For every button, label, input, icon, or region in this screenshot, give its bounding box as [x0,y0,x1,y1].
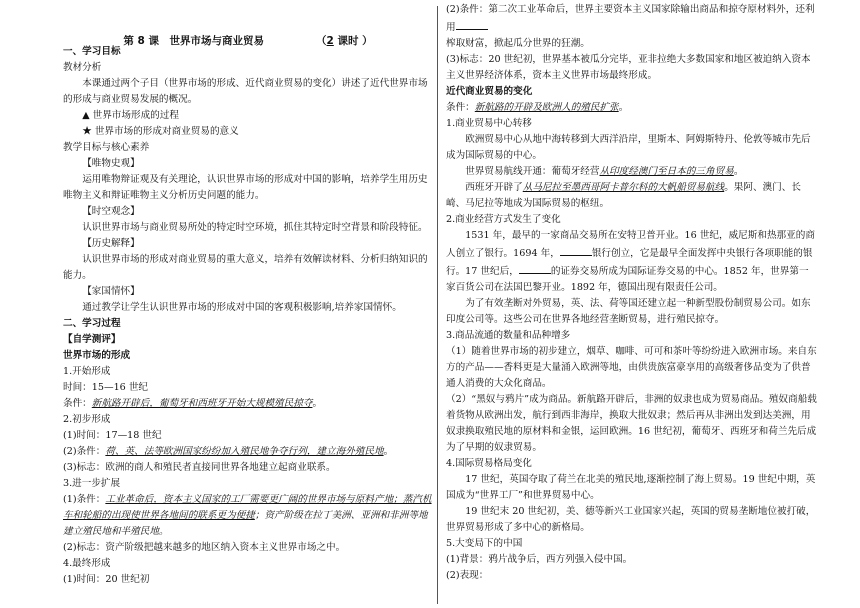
column-divider [437,6,438,604]
item-text: (2)表现： [446,570,489,581]
goal-label: 【历史解释】 [82,238,140,249]
left-column [63,44,433,588]
answer-underlined: 荷、英、法等欧洲国家纷纷加入殖民地争夺行列，建立海外殖民地 [105,446,384,457]
paragraph: 17 世纪，英国夺取了荷兰在北美的殖民地,逐渐控制了海上贸易。19 世纪中期，英国成为“世界工厂”和世界贸易中心。 [446,474,816,501]
item-text: 条件：新航路的开辟及欧洲人的殖民扩张。 [446,102,629,113]
hours-value: 2 [326,35,334,47]
goal-label: 【家国情怀】 [82,286,140,297]
subheading: 教材分析 [63,62,102,73]
section-heading: 二、学习过程 [63,318,121,329]
item-heading: 2.商业经营方式发生了变化 [446,214,561,225]
paragraph: 认识世界市场与商业贸易所处的特定时空环境，抓住其特定时空背景和阶段特征。 [82,222,428,233]
subheading: 【自学测评】 [63,334,121,345]
paragraph: 19 世纪末 20 世纪初，美、德等新兴工业国家兴起，英国的贸易垄断地位被打破，世界贸易形成了多中心的新格局。 [446,506,816,533]
item-text: 世界贸易航线开通：葡萄牙经营从印度经澳门至日本的三角贸易。 [465,166,744,177]
answer-underlined: 新航路的开辟及欧洲人的殖民扩张 [474,102,619,113]
topic-heading: 世界市场的形成 [63,350,131,361]
item-heading: 4.最终形成 [63,558,111,569]
answer-underlined: 从马尼拉至墨西哥阿卡普尔科的大帆船贸易航线 [522,182,725,193]
paragraph: 运用唯物辩证观及有关理论，认识世界市场的形成对中国的影响，培养学生用历史唯物主义和辩证唯物主义分析历史问题的能力。 [63,174,428,201]
item-heading: 1.开始形成 [63,366,111,377]
item-text: (2)标志：资产阶级把越来越多的地区纳入资本主义世界市场之中。 [63,542,346,553]
goal-label: 【唯物史观】 [82,158,140,169]
paragraph: 欧洲贸易中心从地中海转移到大西洋沿岸，里斯本、阿姆斯特丹、伦敦等城市先后成为国际贸易的中心。 [446,134,811,161]
item-heading: 3.进一步扩展 [63,478,121,489]
paragraph: （2）“黑奴与鸦片”成为商品。新航路开辟后，非洲的奴隶也成为贸易商品。殖奴商船载着货物从欧洲出发，航行到西非海岸，换取大批奴隶；然后再从非洲出发到达美洲，用奴隶换取殖民地的原材料和金银，运回欧洲。16 世纪初，葡萄牙、西班牙和荷兰先后成为了早期的奴隶贸易。 [446,394,817,453]
right-column [446,2,818,584]
item-text: 时间：15—16 世纪 [63,382,149,393]
lesson-name: 第 8 课 世界市场与商业贸易 [123,35,264,47]
item-heading: 2.初步形成 [63,414,111,425]
item-text: (1)时间：20 世纪初 [63,574,150,585]
paragraph: （1）随着世界市场的初步建立，烟草、咖啡、可可和茶叶等纷纷进入欧洲市场。来自东方的产品——香料更是大量涌入欧洲等地，由供贵族富豪享用的高级奢侈品变为了供普通人消费的大众化商品。 [446,346,817,389]
item-text: 条件：新航路开辟后，葡萄牙和西班牙开始大规模殖民掠夺。 [63,398,323,409]
item-text: (2)条件：荷、英、法等欧洲国家纷纷加入殖民地争夺行列，建立海外殖民地。 [63,446,394,457]
section-heading: 一、学习目标 [63,46,121,57]
answer-underlined: 从印度经澳门至日本的三角贸易 [599,166,734,177]
item-text: (1)条件：工业革命后，资本主义国家的工厂需要更广阔的世界市场与原料产地；蒸汽机车和轮船的出现使世界各地间的联系更为便捷；资产阶级在拉丁美洲、亚洲和非洲等地建立殖民地和半殖民地。 [63,494,432,537]
paragraph: 西班牙开辟了从马尼拉至墨西哥阿卡普尔科的大帆船贸易航线。果阿、澳门、长崎、马尼拉等地成为国际贸易的枢纽。 [446,182,801,209]
paragraph: 通过教学让学生认识世界市场的形成对中国的客观积极影响,培养家国情怀。 [82,302,402,313]
item-heading: 3.商品流通的数量和品种增多 [446,330,571,341]
item-heading: 5.大变局下的中国 [446,538,523,549]
paragraph: 为了有效垄断对外贸易，英、法、荷等国还建立起一种新型股份制贸易公司。如东印度公司等。这些公司在世界各地经营垄断贸易，进行殖民掠夺。 [446,298,811,325]
subheading: 教学目标与核心素养 [63,142,150,153]
item-text: (3)标志：20 世纪初，世界基本被瓜分完毕，亚非拉绝大多数国家和地区被迫纳入资本主义世界经济体系，资本主义世界市场最终形成。 [446,54,811,81]
item-text: (1)时间：17—18 世纪 [63,430,162,441]
item-heading: 4.国际贸易格局变化 [446,458,532,469]
item-text: (2)条件：第二次工业革命后，世界主要资本主义国家除输出商品和掠夺原材料外，还利用 [446,4,815,33]
blank-line[interactable] [519,262,551,274]
blank-line[interactable] [456,18,488,30]
key-point: ▲ 世界市场形成的过程 [82,110,179,121]
paragraph: 本课通过两个子目（世界市场的形成、近代商业贸易的变化）讲述了近代世界市场的形成与商业贸易发展的概况。 [63,78,428,105]
paragraph: 认识世界市场的形成对商业贸易的重大意义，培养有效解读材料、分析归纳知识的能力。 [63,254,428,281]
item-text: 榨取财富，掀起瓜分世界的狂潮。 [446,38,590,49]
paragraph: 1531 年，最早的一家商品交易所在安特卫普开业。16 世纪，威尼斯和热那亚的商人创立了银行。1694 年， 银行创立，它是最早全面发挥中央银行各项职能的银行。17 世纪后， 的证券交易所成为国际证券交易的中心。1852 年，世界第一家百货公司在法国巴黎开业。1892 年，德国出现有限责任公司。 [446,230,815,293]
answer-underlined: 工业革命后，资本主义国家的工厂需要更广阔的世界市场与原料产地；蒸汽机车和轮船的出现使世界各地间的联系更为便捷 [63,494,432,521]
lesson-title: 第 8 课 世界市场与商业贸易 （2 课时 ） [123,35,373,47]
answer-underlined: 新航路开辟后，葡萄牙和西班牙开始大规模殖民掠夺 [91,398,313,409]
item-text: (3)标志：欧洲的商人和殖民者直接同世界各地建立起商业联系。 [63,462,336,473]
goal-label: 【时空观念】 [82,206,140,217]
topic-heading: 近代商业贸易的变化 [446,86,533,97]
blank-line[interactable] [560,244,592,256]
item-heading: 1.商业贸易中心转移 [446,118,532,129]
key-point: ★ 世界市场的形成对商业贸易的意义 [82,126,239,137]
item-text: (1)背景：鸦片战争后，西方列强入侵中国。 [446,554,633,565]
